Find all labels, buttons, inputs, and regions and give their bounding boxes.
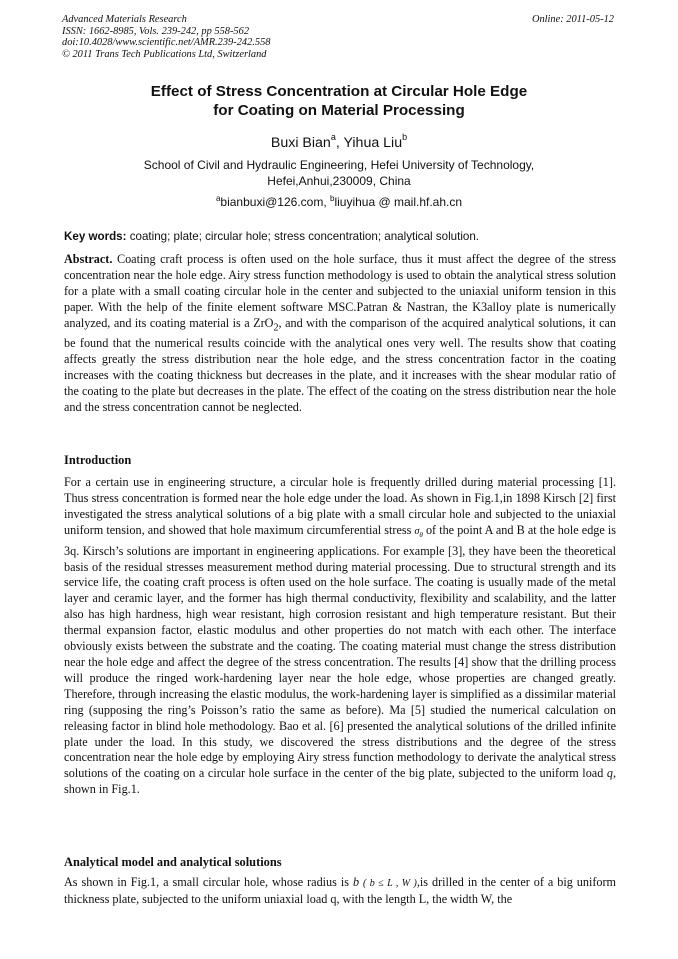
keywords-label: Key words: <box>64 230 127 243</box>
doi-line: doi:10.4028/www.scientific.net/AMR.239-242.558 <box>62 37 271 48</box>
sigma-theta-symbol: $\sigma_\theta$ <box>414 525 423 539</box>
online-date: Online: 2011-05-12 <box>531 14 614 25</box>
model-heading: Analytical model and analytical solutions <box>64 855 282 869</box>
email-line <box>0 194 678 209</box>
copyright-line: © 2011 Trans Tech Publications Ltd, Switzerland <box>62 48 267 60</box>
introduction-body <box>64 475 616 798</box>
model-body <box>64 875 616 908</box>
affiliation <box>0 157 678 189</box>
author-2-sup: b <box>402 132 408 142</box>
email-b-sup: b <box>330 194 335 203</box>
author-1: Buxi Bian <box>270 135 331 151</box>
introduction-heading: Introduction <box>64 453 132 467</box>
intro-text-1: For a certain use in engineering structure, a circular hole is frequently drilled during material processing [1]. Thus stress concentration is formed near the hole edge under the load. As shown in Fig.1,in 1898 Kirsch [2] first investigated the stress analytical solutions of a big plate with a small circular hole and subjected to the uniaxial uniform tension, and showed that hole maximum circumferential stress <box>64 475 616 537</box>
abstract-text-2: , and with the comparison of the acquired analytical solutions, it can be found that the numerical results coincide with the analytical ones very well. The results show that coating affects greatly the stress distribution near the hole edge, and the stress concentration factor in the coating increases with the coating thickness but decreases in the plate, and it increases with the shear modular ratio of the coating to the plate but decreases in the plate. The effect of the coating on the stress distribution near the hole and the stress concentration cannot be neglected. <box>64 315 616 414</box>
author-list <box>0 132 678 151</box>
abstract-subscript: 2 <box>273 322 279 334</box>
affiliation-line-1: School of Civil and Hydraulic Engineering, Hefei University of Technology, <box>143 158 535 172</box>
journal-name: Advanced Materials Research <box>62 14 187 25</box>
email-b: liuyihua @ mail.hf.ah.cn <box>334 195 463 209</box>
author-2: Yihua Liu <box>343 135 403 151</box>
email-a: bianbuxi@126.com, <box>220 195 330 209</box>
abstract-text-1: Coating craft process is often used on the hole surface, thus it must affect the degree of the stress concentration near the hole edge. Airy stress function methodology is used to obtain the analytical stress solution for a plate with a small coating circular hole in the center and subjected to the uniaxial uniform tension in this paper. With the help of the finite element software MSC.Patran & Nastran, the K3alloy plate is numerically analyzed, and its coating material is a ZrO <box>64 252 616 330</box>
affiliation-line-2: Hefei,Anhui,230009, China <box>267 174 411 188</box>
title-line-1: Effect of Stress Concentration at Circular Hole Edge <box>150 83 528 100</box>
intro-text-3: , shown in Fig.1. <box>64 766 617 797</box>
keywords-text: coating; plate; circular hole; stress concentration; analytical solution. <box>126 230 480 243</box>
radius-b-symbol: b <box>352 875 360 889</box>
email-a-sup: a <box>215 194 221 203</box>
keywords <box>64 230 616 243</box>
radius-condition: ( b ≤ L , W ) <box>363 878 417 889</box>
abstract-label: Abstract. <box>64 252 113 266</box>
abstract <box>64 252 616 416</box>
load-q-symbol: q <box>606 766 613 781</box>
journal-header <box>62 14 270 60</box>
title-line-2: for Coating on Material Processing <box>213 102 465 119</box>
author-1-sup: a <box>330 132 336 142</box>
model-text-2: ,is drilled in the center of a big uniform thickness plate, subjected to the uniform uniaxial load q, with the length L, the width W, the <box>64 875 617 906</box>
intro-text-2: of the point A and B at the hole edge is 3q. Kirsch’s solutions are important in engineering applications. For example [3], they have been the theoretical basis of the residual stresses measurement method during material processing. Due to structural strength and its service life, the coating craft process is often used on the hole surface. The coating is usually made of the metal layer and ceramic layer, and the former has high thermal conductivity, flexibility and scalability, and the latter also has high hardness, high wear resistant, high corrosion resistant and high temperature resistant. But their thermal expansion factor, elastic modulus and other properties do not match with each other. The interface obviously exists between the substrate and the coating. The coating material must change the stress distribution near the hole edge and affect the degree of the stress concentration. The results [4] show that the drilling process will produce the ringed work-hardening layer near the hole edge, whose properties are changed greatly. Therefore, through increasing the elastic modulus, the work-hardening layer is simplified as a dissimilar material ring (supposing the ring’s Poisson’s ratio the same as before). Ma [5] studied the numerical calculation on releasing factor in blind hole methodology. Bao et al. [6] presented the analytical solutions of the drilled infinite plate under the load. In this study, we discovered the stress distributions and the degree of the stress concentration near the hole edge by employing Airy stress function methodology to derivate the analytical stress solutions of the coating on a circular hole surface in the center of the big plate, subjected to the uniform load <box>64 522 617 781</box>
paper-title <box>0 82 678 120</box>
issn-line: ISSN: 1662-8985, Vols. 239-242, pp 558-562 <box>62 25 250 37</box>
model-text-1: As shown in Fig.1, a small circular hole, whose radius is <box>64 875 349 889</box>
author-separator: , <box>335 135 340 151</box>
